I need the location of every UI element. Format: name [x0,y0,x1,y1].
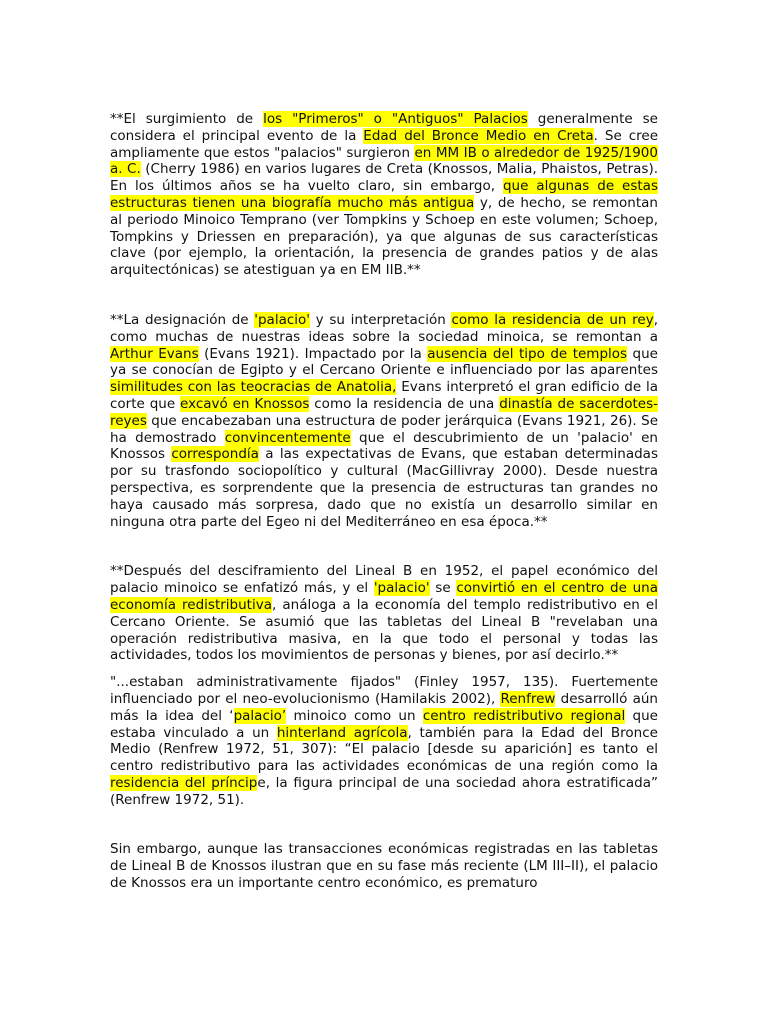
highlighted-text: convincentemente [224,429,351,446]
paragraph [110,111,658,279]
body-text: "...estaban administrativamente fijados" (Finley 1957, 135). Fuertemente influenciado por el neo-evolucionismo (Hamilakis 2002), [110,674,658,707]
paragraph [110,563,658,664]
highlighted-text: 'palacio' [373,580,430,597]
paragraph [110,312,658,530]
highlighted-text: Arthur Evans [110,345,199,362]
body-text: , análoga a la economía del templo redistributivo en el Cercano Oriente. Se asumió que las tabletas del Lineal B "revelaban una operación redistributiva masiva, en la que todo el personal y todas las actividades, todos los movimientos de personas y bienes, por así decirlo.** [110,596,658,664]
paragraph-spacer [110,279,658,312]
body-text: (Cherry 1986) en varios lugares de Creta (Knossos, Malia, Phaistos, Petras). En los últimos años se ha vuelto claro, sin embargo, [110,161,658,195]
body-text: que estaba vinculado a un [110,707,658,741]
highlighted-text: ausencia del tipo de templos [427,345,628,362]
body-text: y su interpretación [310,311,452,328]
body-text: a las expectativas de Evans, que estaban determinadas por su trasfondo sociopolítico y cultural (MacGillivray 2000). Desde nuestra perspectiva, es sorprendente que la presencia de estructuras tan grandes no haya causado más sorpresa, dado que no existía un desarrollo similar en ninguna otra parte del Egeo ni del Mediterráneo en esa época.** [110,446,658,530]
highlighted-text: Renfrew [500,690,556,707]
body-text: que encabezaban una estructura de poder jerárquica (Evans 1921, 26). Se ha demostrado [110,412,658,446]
paragraph-spacer [110,530,658,563]
paragraph-spacer [110,808,658,841]
highlighted-text: convirtió en el centro de una economía redistributiva [110,580,658,613]
paragraph [110,674,658,808]
body-text: que el descubrimiento de un 'palacio' en Knossos [110,429,658,463]
body-text: se [429,580,457,597]
body-text: , también para la Edad del Bronce Medio (Renfrew 1972, 51, 307): “El palacio [desde su aparición] es tanto el centro redistributivo para las actividades económicas de una región como la [110,724,658,775]
body-text: , como muchas de nuestras ideas sobre la sociedad minoica, se remontan a [110,311,659,345]
body-text: (Evans 1921). Impactado por la [198,345,428,362]
highlighted-text: que algunas de estas estructuras tienen una biografía mucho más antigua [110,178,658,211]
highlighted-text: los "Primeros" o "Antiguos" Palacios [263,111,528,127]
highlighted-text: centro redistributivo regional [422,707,626,724]
body-text: y, de hecho, se remontan al periodo Minoico Temprano (ver Tompkins y Schoep en este volumen; Schoep, Tompkins y Driessen en preparación), ya que algunas de sus características clave (por ejemplo, la orientación, la presencia de grandes patios y de alas arquitectónicas) se atestiguan ya en EM IIB.** [110,194,658,279]
paragraph [110,841,658,891]
highlighted-text: dinastía de sacerdotes-reyes [110,395,658,429]
body-text: minoico como un [286,707,423,724]
highlighted-text: similitudes con las teocracias de Anatolia, [110,379,397,396]
body-text: desarrolló aún más la idea del ‘ [110,690,658,724]
body-text: **El surgimiento de [110,111,264,127]
highlighted-text: excavó en Knossos [180,395,310,412]
body-text: . Se cree ampliamente que estos "palacios" surgieron [110,127,658,161]
body-text: Evans interpretó el gran edificio de la corte que [110,379,658,412]
document-body [110,111,658,892]
body-text: como la residencia de una [309,395,500,412]
highlighted-text: hinterland agrícola [276,724,408,741]
body-text: **La designación de [110,311,255,328]
body-text: generalmente se considera el principal evento de la [110,111,658,144]
highlighted-text: residencia del príncip [110,774,258,791]
highlighted-text: como la residencia de un rey [451,311,654,328]
highlighted-text: palacio’ [233,707,287,724]
body-text: e, la figura principal de una sociedad ahora estratificada” (Renfrew 1972, 51). [110,774,658,808]
highlighted-text: 'palacio' [254,311,310,328]
paragraph-spacer [110,664,658,674]
highlighted-text: en MM IB o alrededor de 1925/1900 a. C. [110,144,658,178]
body-text: **Después del desciframiento del Lineal B en 1952, el papel económico del palacio minoico se enfatizó más, y el [110,563,658,597]
body-text: Sin embargo, aunque las transacciones económicas registradas en las tabletas de Lineal B de Knossos ilustran que en su fase más reciente (LM III–II), el palacio de Knossos era un importante centro económico, es prematuro [110,841,658,892]
highlighted-text: correspondía [171,446,259,463]
body-text: que ya se conocían de Egipto y el Cercano Oriente e influenciado por las aparentes [110,345,658,379]
highlighted-text: Edad del Bronce Medio en Creta [363,127,594,144]
